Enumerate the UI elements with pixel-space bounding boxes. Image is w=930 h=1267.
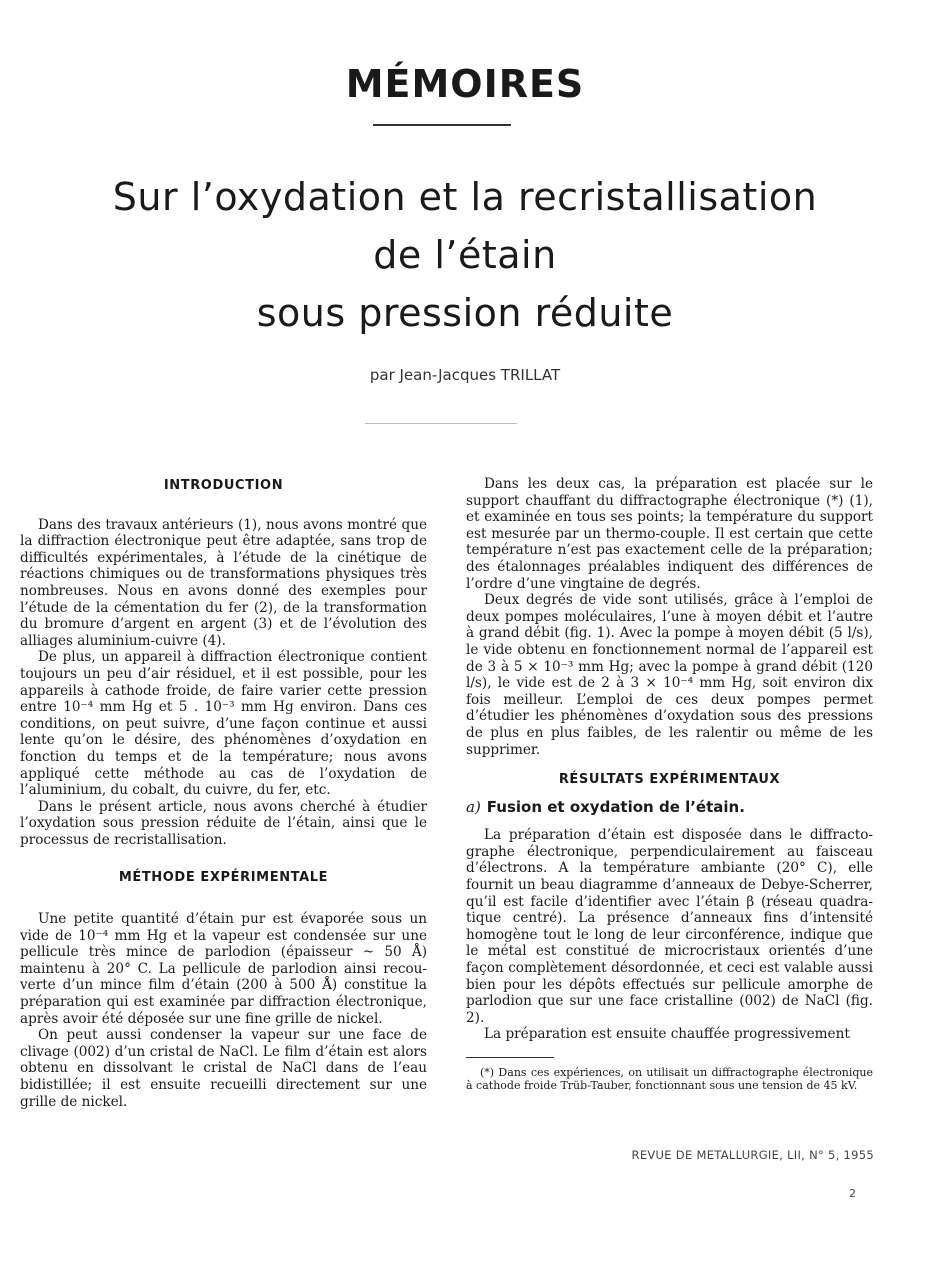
article-title-line-2: de l’étain	[373, 233, 557, 277]
method-paragraph-1: Une petite quantité d’étain pur est évaporée sous un vide de 10⁻⁴ mm Hg et la vapeur est condensée sur une pellicule très mince de parlodion (épaisseur ~ 50 Å) maintenu à 20° C. La pellicule de parlodion ainsi recouverte d’un mince film d’étain (200 à 500 Å) constitue la préparation qui est examinée par diffraction électronique, après avoir été déposée sur une fine grille de nickel.	[20, 911, 427, 1027]
article-title-line-3: sous pression réduite	[256, 291, 674, 335]
right-paragraph-2: Deux degrés de vide sont utilisés, grâce à l’emploi de deux pompes moléculaires, l’une à moyen débit et l’autre à grand débit (fig. 1). Avec la pompe à moyen débit (5 l/s), le vide obtenu en fonctionnement normal de l’appareil est de 3 à 5 × 10⁻³ mm Hg; avec la pompe à grand débit (120 l/s), le vide est de 2 à 3 × 10⁻⁴ mm Hg, soit environ dix fois meilleur. L’emploi de ces deux pompes permet d’étudier les phénomènes d’oxydation sous des pressions de plus en plus faibles, de les ralentir ou même de les supprimer.	[466, 592, 873, 758]
heading-results: RÉSULTATS EXPÉRIMENTAUX	[558, 772, 781, 788]
subheading-letter: a)	[466, 797, 481, 816]
intro-paragraph-1: Dans des travaux antérieurs (1), nous avons montré que la diffraction électronique peut être adaptée, sans trop de difficultés expérimentales, à l’étude de la cinétique de réactions chimiques ou de transformations physiques très nombreuses. Nous en avons donné des exemples pour l’étude de la cémentation du fer (2), de la transformation du bromure d’argent en argent (3) et de l’évolution des alliages aluminium-cuivre (4).	[20, 516, 427, 649]
results-paragraph-1: La préparation d’étain est disposée dans le diffractographe électronique, perpendiculairement au faisceau d’électrons. A la température ambiante (20° C), elle fournit un beau diagramme d’anneaux de Debye-Scherrer, qu’il est facile d’identifier avec l’étain β (réseau quadratique centré). La présence d’anneaux fins d’intensité homogène tout le long de leur circonférence, indique que le métal est constitué de microcristaux orientés d’une façon complètement désordonnée, et ceci est valable aussi bien pour les dépôts effectués sur pellicule amorphe de parlodion que sur une face cristalline (002) de NaCl (fig. 2).	[466, 827, 873, 1026]
left-column	[20, 478, 427, 1110]
byline-divider	[365, 423, 517, 424]
heading-introduction: INTRODUCTION	[163, 478, 284, 493]
right-column	[466, 476, 873, 1092]
article-title-line-1: Sur l’oxydation et la recristallisation	[112, 175, 818, 219]
results-paragraph-2: La préparation est ensuite chauffée progressivement	[484, 1026, 850, 1043]
page-number: 2	[849, 1187, 856, 1200]
section-title: MÉMOIRES	[345, 62, 585, 106]
author-byline: par Jean-Jacques TRILLAT	[369, 366, 561, 384]
method-paragraph-2: On peut aussi condenser la vapeur sur une face de clivage (002) d’un cristal de NaCl. Le film d’étain est alors obtenu en dissolvant le cristal de NaCl dans de l’eau bidistillée; il est ensuite recueilli directement sur une grille de nickel.	[20, 1027, 427, 1110]
title-divider	[373, 124, 511, 126]
footnote-divider	[466, 1057, 554, 1058]
subheading-fusion	[466, 799, 873, 816]
footnote: (*) Dans ces expériences, on utilisait un diffractographe électronique à cathode froide Trüb-Tauber, fonctionnant sous une tension de 45 kV.	[466, 1066, 873, 1092]
article-title	[40, 168, 890, 342]
right-paragraph-1: Dans les deux cas, la préparation est placée sur le support chauffant du diffractographe électronique (*) (1), et examinée en tous ses points; la température du support est mesurée par un thermo-couple. Il est certain que cette température n’est pas exactement celle de la préparation; des étalonnages préalables indiquent des différences de l’ordre d’une vingtaine de degrés.	[466, 476, 873, 592]
intro-paragraph-3: Dans le présent article, nous avons cherché à étudier l’oxydation sous pression réduite de l’étain, ainsi que le processus de recristallisation.	[20, 798, 427, 848]
subheading-text: Fusion et oxydation de l’étain.	[486, 797, 745, 816]
heading-method: MÉTHODE EXPÉRIMENTALE	[118, 870, 329, 886]
journal-reference: REVUE DE METALLURGIE, LII, N° 5, 1955	[631, 1148, 874, 1162]
intro-paragraph-2: De plus, un appareil à diffraction électronique contient toujours un peu d’air résiduel, et il est possible, pour les appareils à cathode froide, de faire varier cette pression entre 10⁻⁴ mm Hg et 5 . 10⁻³ mm Hg environ. Dans ces conditions, on peut suivre, d’une façon continue et aussi lente qu’on le désire, des phénomènes d’oxydation en fonction du temps et de la température; nous avons appliqué cette méthode au cas de l’oxydation de l’aluminium, du cobalt, du cuivre, du fer, etc.	[20, 649, 427, 799]
